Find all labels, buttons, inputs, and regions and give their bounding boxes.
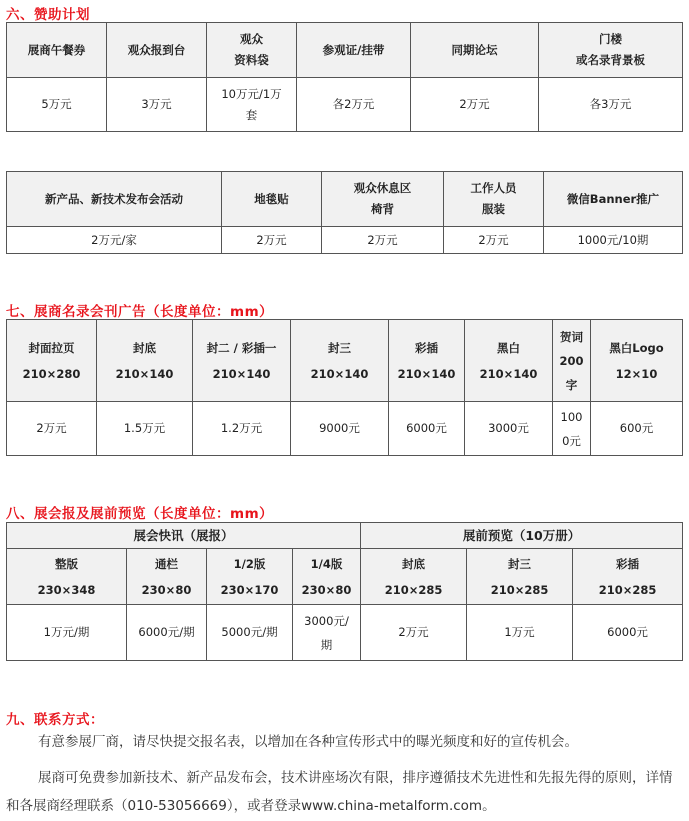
table-cell: 3万元 <box>107 78 207 132</box>
table-header <box>553 320 591 402</box>
table-cell: 6000元/期 <box>127 605 207 661</box>
table-cell: 6000元 <box>573 605 683 661</box>
header-line: 封底 210×140 <box>115 340 174 381</box>
header-line: 黑白Logo 12×10 <box>609 340 664 381</box>
table-header <box>591 320 683 402</box>
table-header <box>193 320 291 402</box>
table-cell: 3000元 <box>465 402 553 456</box>
header-line: 工作人员 服装 <box>470 181 517 216</box>
table-header: 新产品、新技术发布会活动 <box>7 172 222 227</box>
header-line: 1/2版 230×170 <box>220 556 279 597</box>
table-cell: 2万元 <box>222 227 322 254</box>
table-header <box>7 320 97 402</box>
table-cell: 1000元/10期 <box>544 227 683 254</box>
table-header <box>127 549 207 605</box>
table-header: 参观证/挂带 <box>297 23 411 78</box>
sponsor-table-1 <box>6 22 683 132</box>
header-line: 观众 资料袋 <box>234 32 269 67</box>
contact-paragraph-2: 展商可免费参加新技术、新产品发布会，技术讲座场次有限，排序遵循技术先进性和先报先得的原则，详情和各展商经理联系（010-53056669），或者登录www.china-metalform.com。 <box>6 770 673 814</box>
header-line: 彩插 210×140 <box>397 340 456 381</box>
table-header: 地毯贴 <box>222 172 322 227</box>
header-line: 观众休息区 椅背 <box>353 181 412 216</box>
header-line: 封底 210×285 <box>384 556 443 597</box>
contact-paragraph-1: 有意参展厂商，请尽快提交报名表，以增加在各种宣传形式中的曝光频度和好的宣传机会。 <box>38 734 578 750</box>
group-header-preview: 展前预览（10万册） <box>361 523 683 549</box>
table-cell: 2万元 <box>7 402 97 456</box>
table-cell: 1万元 <box>467 605 573 661</box>
table-cell: 2万元/家 <box>7 227 222 254</box>
sponsor-table-2 <box>6 171 683 254</box>
table-header <box>293 549 361 605</box>
table-header <box>573 549 683 605</box>
table-cell: 1.2万元 <box>193 402 291 456</box>
table-cell: 2万元 <box>444 227 544 254</box>
table-cell: 5000元/期 <box>207 605 293 661</box>
table-cell <box>553 402 591 456</box>
header-line: 封二 / 彩插一 210×140 <box>206 340 277 381</box>
table-header: 展商午餐券 <box>7 23 107 78</box>
section-8-title: 八、展会报及展前预览（长度单位：mm） <box>6 506 274 522</box>
table-cell: 5万元 <box>7 78 107 132</box>
table-cell: 各3万元 <box>539 78 683 132</box>
header-line: 黑白 210×140 <box>479 340 538 381</box>
cell-text: 10万元/1万 套 <box>221 86 282 122</box>
table-cell: 600元 <box>591 402 683 456</box>
table-header <box>467 549 573 605</box>
table-header <box>389 320 465 402</box>
table-header <box>465 320 553 402</box>
table-header <box>207 23 297 78</box>
table-cell: 2万元 <box>361 605 467 661</box>
header-line: 封三 210×140 <box>310 340 369 381</box>
table-cell <box>293 605 361 661</box>
table-header: 观众报到台 <box>107 23 207 78</box>
table-header <box>207 549 293 605</box>
header-line: 封三 210×285 <box>490 556 549 597</box>
header-line: 彩插 210×285 <box>598 556 657 597</box>
table-header <box>539 23 683 78</box>
header-line: 贺词 200 字 <box>559 329 584 392</box>
table-cell: 2万元 <box>411 78 539 132</box>
directory-ad-table <box>6 319 683 456</box>
table-header <box>361 549 467 605</box>
table-header <box>444 172 544 227</box>
table-cell <box>207 78 297 132</box>
table-header <box>291 320 389 402</box>
cell-text: 100 0元 <box>560 409 583 448</box>
table-cell: 9000元 <box>291 402 389 456</box>
table-cell: 6000元 <box>389 402 465 456</box>
table-cell: 1万元/期 <box>7 605 127 661</box>
header-line: 1/4版 230×80 <box>301 556 352 597</box>
table-cell: 各2万元 <box>297 78 411 132</box>
table-header <box>7 549 127 605</box>
table-cell: 1.5万元 <box>97 402 193 456</box>
header-line: 通栏 230×80 <box>141 556 192 597</box>
table-cell: 2万元 <box>322 227 444 254</box>
table-header <box>97 320 193 402</box>
header-line: 封面拉页 210×280 <box>22 340 81 381</box>
header-line: 整版 230×348 <box>37 556 96 597</box>
group-header-show-daily: 展会快讯（展报） <box>7 523 361 549</box>
section-6-title: 六、赞助计划 <box>6 7 90 23</box>
table-header: 微信Banner推广 <box>544 172 683 227</box>
table-header <box>322 172 444 227</box>
section-9-title: 九、联系方式： <box>6 712 104 728</box>
section-7-title: 七、展商名录会刊广告（长度单位：mm） <box>6 304 274 320</box>
show-daily-table <box>6 522 683 661</box>
cell-text: 3000元/ 期 <box>304 613 349 652</box>
header-line: 门楼 或名录背景板 <box>576 32 645 67</box>
table-header: 同期论坛 <box>411 23 539 78</box>
